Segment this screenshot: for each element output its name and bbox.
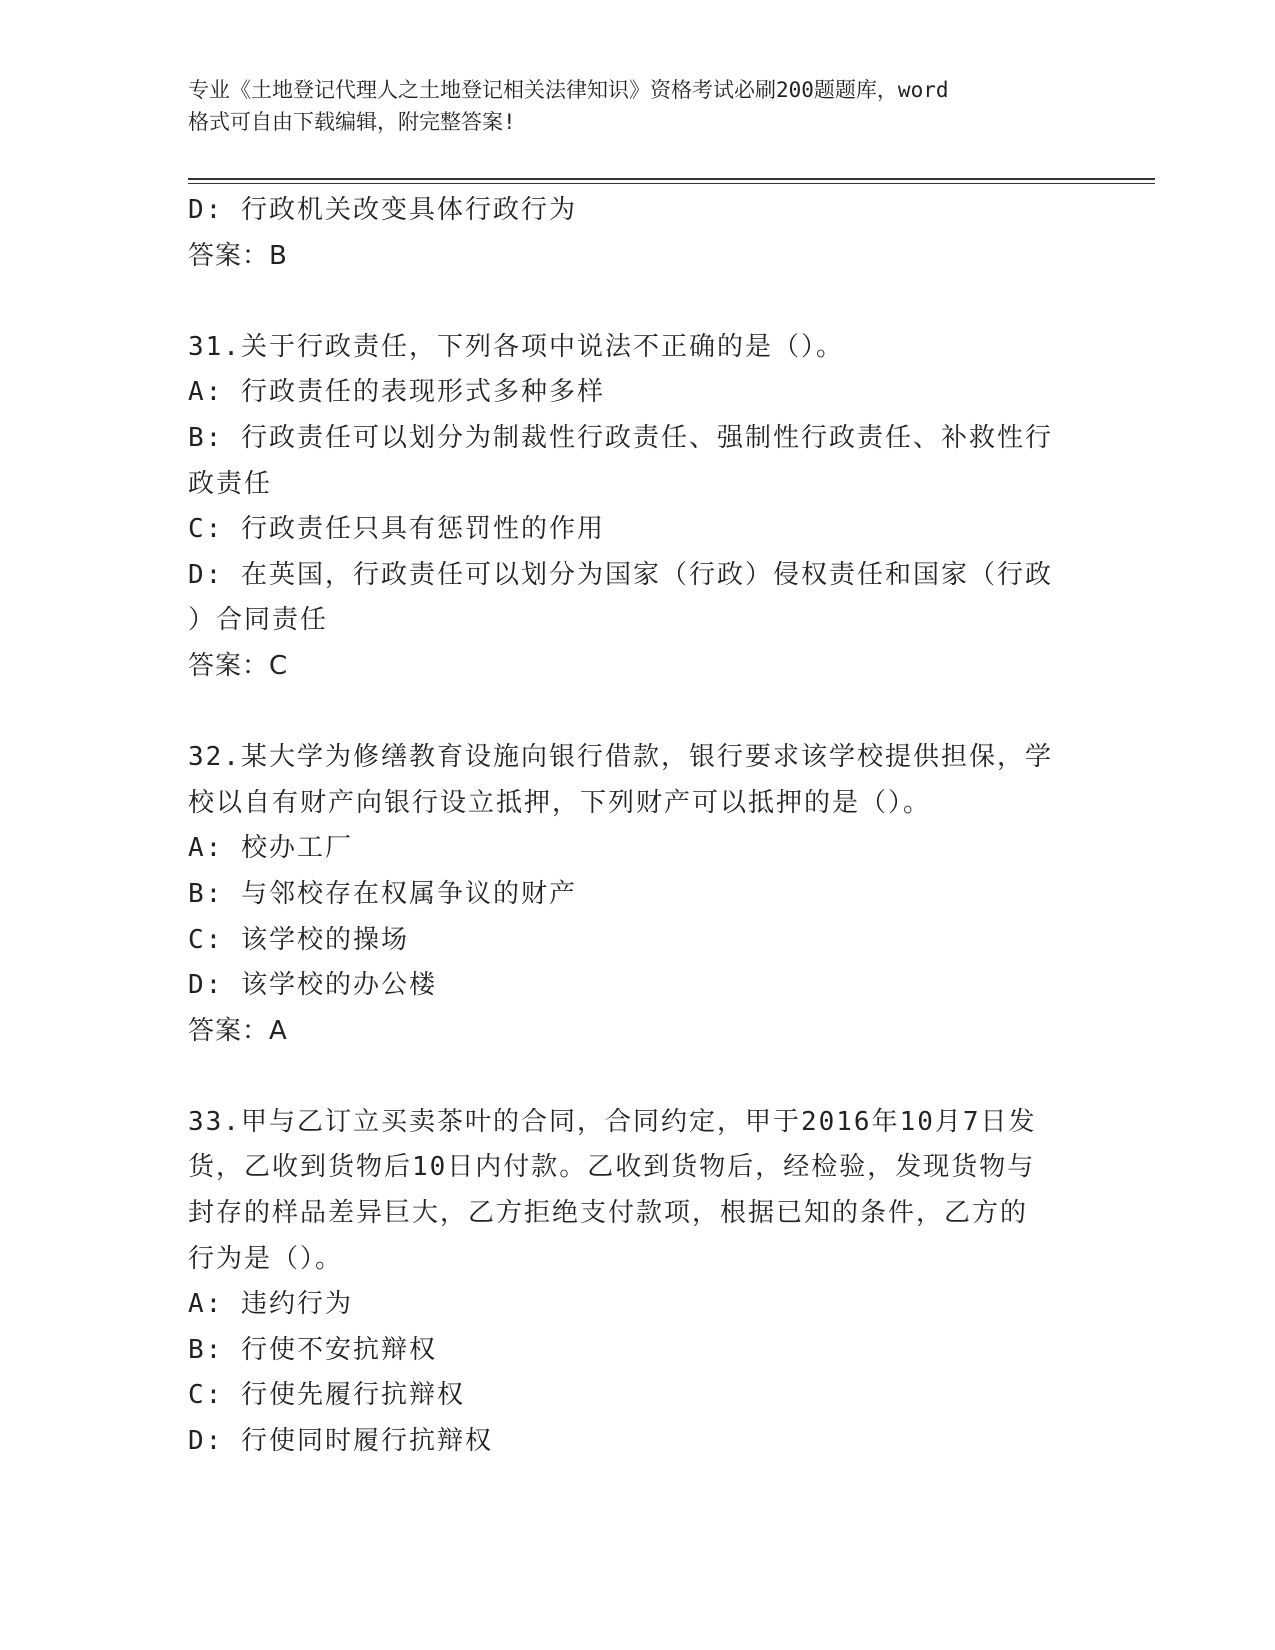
question-32-option-c: C: 该学校的操场 — [188, 924, 409, 955]
header-title-line-2: 格式可自由下载编辑，附完整答案! — [188, 110, 516, 134]
question-31-option-b-line-2: 政责任 — [188, 468, 273, 499]
question-32 — [188, 735, 1068, 1054]
question-33-stem-line-4: 行为是（）。 — [188, 1243, 344, 1274]
question-32-stem-line-1: 32.某大学为修缮教育设施向银行借款，银行要求该学校提供担保，学 — [188, 742, 1053, 773]
question-31-option-a: A: 行政责任的表现形式多种多样 — [188, 377, 605, 408]
question-32-option-a: A: 校办工厂 — [188, 833, 353, 864]
question-33-stem-line-2: 货，乙收到货物后10日内付款。乙收到货物后，经检验，发现货物与 — [188, 1152, 1036, 1183]
question-31-option-b-line-1: B: 行政责任可以划分为制裁性行政责任、强制性行政责任、补救性行 — [188, 422, 1053, 453]
question-31-answer: 答案：C — [188, 650, 289, 681]
prev-option-d: D: 行政机关改变具体行政行为 — [188, 195, 577, 225]
question-33-option-a: A: 违约行为 — [188, 1289, 353, 1320]
header-title-line-1: 专业《土地登记代理人之土地登记相关法律知识》资格考试必刷200题题库，word — [188, 78, 949, 102]
question-33-option-c: C: 行使先履行抗辩权 — [188, 1380, 465, 1411]
question-33-stem-line-3: 封存的样品差异巨大，乙方拒绝支付款项，根据已知的条件，乙方的 — [188, 1198, 1029, 1229]
question-32-option-d: D: 该学校的办公楼 — [188, 970, 437, 1001]
question-31 — [188, 325, 1068, 690]
question-32-option-b: B: 与邻校存在权属争议的财产 — [188, 878, 577, 909]
question-32-stem-line-2: 校以自有财产向银行设立抵押，下列财产可以抵押的是（）。 — [188, 787, 932, 818]
question-31-option-d-line-1: D: 在英国，行政责任可以划分为国家（行政）侵权责任和国家（行政 — [188, 559, 1053, 590]
spacer — [188, 690, 1068, 736]
spacer — [188, 1054, 1068, 1100]
question-31-option-c: C: 行政责任只具有惩罚性的作用 — [188, 514, 605, 545]
question-31-option-d-line-2: ）合同责任 — [188, 605, 329, 636]
question-33-option-b: B: 行使不安抗辩权 — [188, 1334, 437, 1365]
spacer — [188, 279, 1068, 325]
document-header — [188, 74, 1088, 138]
question-33-option-d: D: 行使同时履行抗辩权 — [188, 1426, 493, 1457]
question-32-answer: 答案：A — [188, 1015, 288, 1046]
header-divider-thin — [188, 183, 1155, 184]
question-33-stem-line-1: 33.甲与乙订立买卖茶叶的合同，合同约定，甲于2016年10月7日发 — [188, 1106, 1037, 1137]
document-body — [188, 188, 1068, 1465]
header-divider-thick — [188, 178, 1155, 180]
question-33 — [188, 1100, 1068, 1465]
prev-answer: 答案：B — [188, 240, 288, 271]
question-31-stem: 31.关于行政责任，下列各项中说法不正确的是（）。 — [188, 331, 844, 362]
